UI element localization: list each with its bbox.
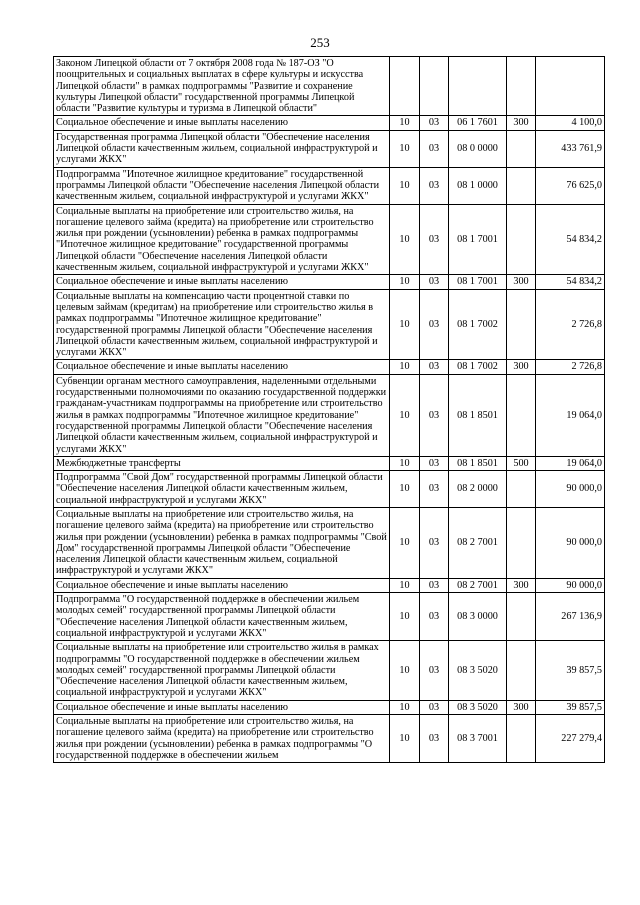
row-expense-type-cell	[507, 507, 536, 578]
row-expense-type-cell	[507, 641, 536, 700]
row-section-cell: 10	[390, 289, 420, 360]
row-expense-type-cell	[507, 593, 536, 641]
row-subsection-cell: 03	[420, 116, 449, 130]
row-name-cell: Социальные выплаты на приобретение или строительство жилья, на погашение целевого займа (кредита) на приобретение или строительство жилья при рождении (усыновлении) ребенка в рамках подпрограммы "Ипотечное жилищное кредитование" государственной программы Липецкой области "Обеспечение населения Липецкой области качественным жильем, социальной инфраструктурой и услугами ЖКХ"	[54, 204, 390, 275]
row-target-article-cell: 08 2 0000	[449, 471, 507, 508]
row-expense-type-cell: 300	[507, 116, 536, 130]
row-name-cell: Межбюджетные трансферты	[54, 456, 390, 470]
row-target-article-cell: 08 1 7002	[449, 289, 507, 360]
row-section-cell: 10	[390, 204, 420, 275]
row-subsection-cell: 03	[420, 593, 449, 641]
page-number: 253	[310, 35, 330, 50]
row-subsection-cell: 03	[420, 715, 449, 763]
row-expense-type-cell: 300	[507, 700, 536, 714]
table-row	[54, 700, 605, 714]
row-expense-type-cell: 300	[507, 578, 536, 592]
row-section-cell: 10	[390, 471, 420, 508]
row-section-cell	[390, 57, 420, 116]
row-name-cell: Социальное обеспечение и иные выплаты населению	[54, 578, 390, 592]
row-amount-cell: 19 064,0	[536, 456, 605, 470]
row-name-cell: Подпрограмма "Ипотечное жилищное кредитование" государственной программы Липецкой области "Обеспечение населения Липецкой области качественным жильем, социальной инфраструктурой и услугами ЖКХ"	[54, 167, 390, 204]
row-section-cell: 10	[390, 641, 420, 700]
row-target-article-cell: 08 1 7002	[449, 360, 507, 374]
table-row	[54, 715, 605, 763]
row-amount-cell: 90 000,0	[536, 471, 605, 508]
row-name-cell: Социальные выплаты на приобретение или строительство жилья в рамках подпрограммы "О государственной поддержке в обеспечении жильем молодых семей" государственной программы Липецкой области "Обеспечение населения Липецкой области качественным жильем, социальной инфраструктурой и услугами ЖКХ"	[54, 641, 390, 700]
row-name-cell: Социальное обеспечение и иные выплаты населению	[54, 275, 390, 289]
row-target-article-cell	[449, 57, 507, 116]
row-target-article-cell: 08 0 0000	[449, 130, 507, 167]
row-target-article-cell: 06 1 7601	[449, 116, 507, 130]
row-target-article-cell: 08 3 0000	[449, 593, 507, 641]
row-target-article-cell: 08 2 7001	[449, 578, 507, 592]
row-name-cell: Законом Липецкой области от 7 октября 2008 года № 187-ОЗ "О поощрительных и социальных выплатах в сфере культуры и искусства Липецкой области" в рамках подпрограммы "Развитие и сохранение культуры Липецкой области" государственной программы Липецкой области "Развитие культуры и туризма в Липецкой области"	[54, 57, 390, 116]
row-expense-type-cell: 500	[507, 456, 536, 470]
row-expense-type-cell: 300	[507, 275, 536, 289]
row-name-cell: Социальные выплаты на приобретение или строительство жилья, на погашение целевого займа (кредита) на приобретение или строительство жилья при рождении (усыновлении) ребенка в рамках подпрограммы "О государственной поддержке в обеспечении жильем	[54, 715, 390, 763]
table-row	[54, 167, 605, 204]
row-expense-type-cell	[507, 715, 536, 763]
row-amount-cell: 433 761,9	[536, 130, 605, 167]
row-section-cell: 10	[390, 456, 420, 470]
table-row	[54, 578, 605, 592]
table-row	[54, 374, 605, 456]
row-expense-type-cell: 300	[507, 360, 536, 374]
row-name-cell: Социальное обеспечение и иные выплаты населению	[54, 116, 390, 130]
table-row	[54, 507, 605, 578]
row-subsection-cell: 03	[420, 641, 449, 700]
table-row	[54, 275, 605, 289]
row-expense-type-cell	[507, 130, 536, 167]
row-target-article-cell: 08 1 8501	[449, 456, 507, 470]
row-subsection-cell: 03	[420, 507, 449, 578]
row-name-cell: Подпрограмма "О государственной поддержке в обеспечении жильем молодых семей" государственной программы Липецкой области "Обеспечение населения Липецкой области качественным жильем, социальной инфраструктурой и услугами ЖКХ"	[54, 593, 390, 641]
table-row	[54, 456, 605, 470]
row-expense-type-cell	[507, 167, 536, 204]
row-subsection-cell: 03	[420, 204, 449, 275]
row-section-cell: 10	[390, 374, 420, 456]
budget-table-body	[54, 57, 605, 763]
row-amount-cell: 76 625,0	[536, 167, 605, 204]
row-subsection-cell: 03	[420, 456, 449, 470]
row-amount-cell: 19 064,0	[536, 374, 605, 456]
row-target-article-cell: 08 3 5020	[449, 700, 507, 714]
row-subsection-cell: 03	[420, 374, 449, 456]
row-expense-type-cell	[507, 289, 536, 360]
row-subsection-cell: 03	[420, 360, 449, 374]
table-row	[54, 471, 605, 508]
row-section-cell: 10	[390, 593, 420, 641]
row-amount-cell: 2 726,8	[536, 289, 605, 360]
budget-table	[53, 56, 605, 763]
row-amount-cell: 90 000,0	[536, 578, 605, 592]
row-subsection-cell: 03	[420, 289, 449, 360]
row-target-article-cell: 08 1 0000	[449, 167, 507, 204]
row-subsection-cell: 03	[420, 167, 449, 204]
table-row	[54, 641, 605, 700]
row-subsection-cell: 03	[420, 471, 449, 508]
row-expense-type-cell	[507, 204, 536, 275]
row-amount-cell: 90 000,0	[536, 507, 605, 578]
row-target-article-cell: 08 3 7001	[449, 715, 507, 763]
row-section-cell: 10	[390, 116, 420, 130]
row-target-article-cell: 08 1 7001	[449, 275, 507, 289]
row-name-cell: Социальное обеспечение и иные выплаты населению	[54, 700, 390, 714]
row-subsection-cell: 03	[420, 700, 449, 714]
row-name-cell: Социальные выплаты на компенсацию части процентной ставки по целевым займам (кредитам) на приобретение или строительство жилья в рамках подпрограммы "Ипотечное жилищное кредитование" государственной программы Липецкой области "Обеспечение населения Липецкой области качественным жильем, социальной инфраструктурой и услугами ЖКХ"	[54, 289, 390, 360]
row-section-cell: 10	[390, 130, 420, 167]
table-row	[54, 360, 605, 374]
row-target-article-cell: 08 3 5020	[449, 641, 507, 700]
row-target-article-cell: 08 2 7001	[449, 507, 507, 578]
row-section-cell: 10	[390, 507, 420, 578]
row-section-cell: 10	[390, 715, 420, 763]
table-row	[54, 116, 605, 130]
row-amount-cell	[536, 57, 605, 116]
row-subsection-cell: 03	[420, 130, 449, 167]
table-row	[54, 289, 605, 360]
table-row	[54, 57, 605, 116]
row-amount-cell: 227 279,4	[536, 715, 605, 763]
row-amount-cell: 2 726,8	[536, 360, 605, 374]
row-section-cell: 10	[390, 700, 420, 714]
row-name-cell: Социальные выплаты на приобретение или строительство жилья, на погашение целевого займа (кредита) на приобретение или строительство жилья при рождении (усыновлении) ребенка в рамках подпрограммы "Свой Дом" государственной программы Липецкой области "Обеспечение населения Липецкой области качественным жильем, социальной инфраструктурой и услугами ЖКХ"	[54, 507, 390, 578]
row-amount-cell: 54 834,2	[536, 204, 605, 275]
row-amount-cell: 39 857,5	[536, 641, 605, 700]
row-amount-cell: 4 100,0	[536, 116, 605, 130]
table-row	[54, 593, 605, 641]
row-section-cell: 10	[390, 578, 420, 592]
row-subsection-cell: 03	[420, 275, 449, 289]
row-amount-cell: 39 857,5	[536, 700, 605, 714]
row-name-cell: Субвенции органам местного самоуправления, наделенными отдельными государственными полномочиями по оказанию государственной поддержки гражданам-участникам подпрограммы на приобретение или строительство жилья в рамках подпрограммы "Ипотечное жилищное кредитование" государственной программы Липецкой области "Обеспечение населения Липецкой области качественным жильем, социальной инфраструктурой и услугами ЖКХ"	[54, 374, 390, 456]
row-target-article-cell: 08 1 8501	[449, 374, 507, 456]
row-expense-type-cell	[507, 374, 536, 456]
row-subsection-cell	[420, 57, 449, 116]
row-amount-cell: 267 136,9	[536, 593, 605, 641]
row-subsection-cell: 03	[420, 578, 449, 592]
row-section-cell: 10	[390, 167, 420, 204]
table-row	[54, 130, 605, 167]
row-section-cell: 10	[390, 275, 420, 289]
row-expense-type-cell	[507, 471, 536, 508]
row-name-cell: Подпрограмма "Свой Дом" государственной программы Липецкой области "Обеспечение населения Липецкой области качественным жильем, социальной инфраструктурой и услугами ЖКХ"	[54, 471, 390, 508]
row-name-cell: Социальное обеспечение и иные выплаты населению	[54, 360, 390, 374]
row-section-cell: 10	[390, 360, 420, 374]
row-expense-type-cell	[507, 57, 536, 116]
row-name-cell: Государственная программа Липецкой области "Обеспечение населения Липецкой области качественным жильем, социальной инфраструктурой и услугами ЖКХ"	[54, 130, 390, 167]
table-row	[54, 204, 605, 275]
row-amount-cell: 54 834,2	[536, 275, 605, 289]
row-target-article-cell: 08 1 7001	[449, 204, 507, 275]
